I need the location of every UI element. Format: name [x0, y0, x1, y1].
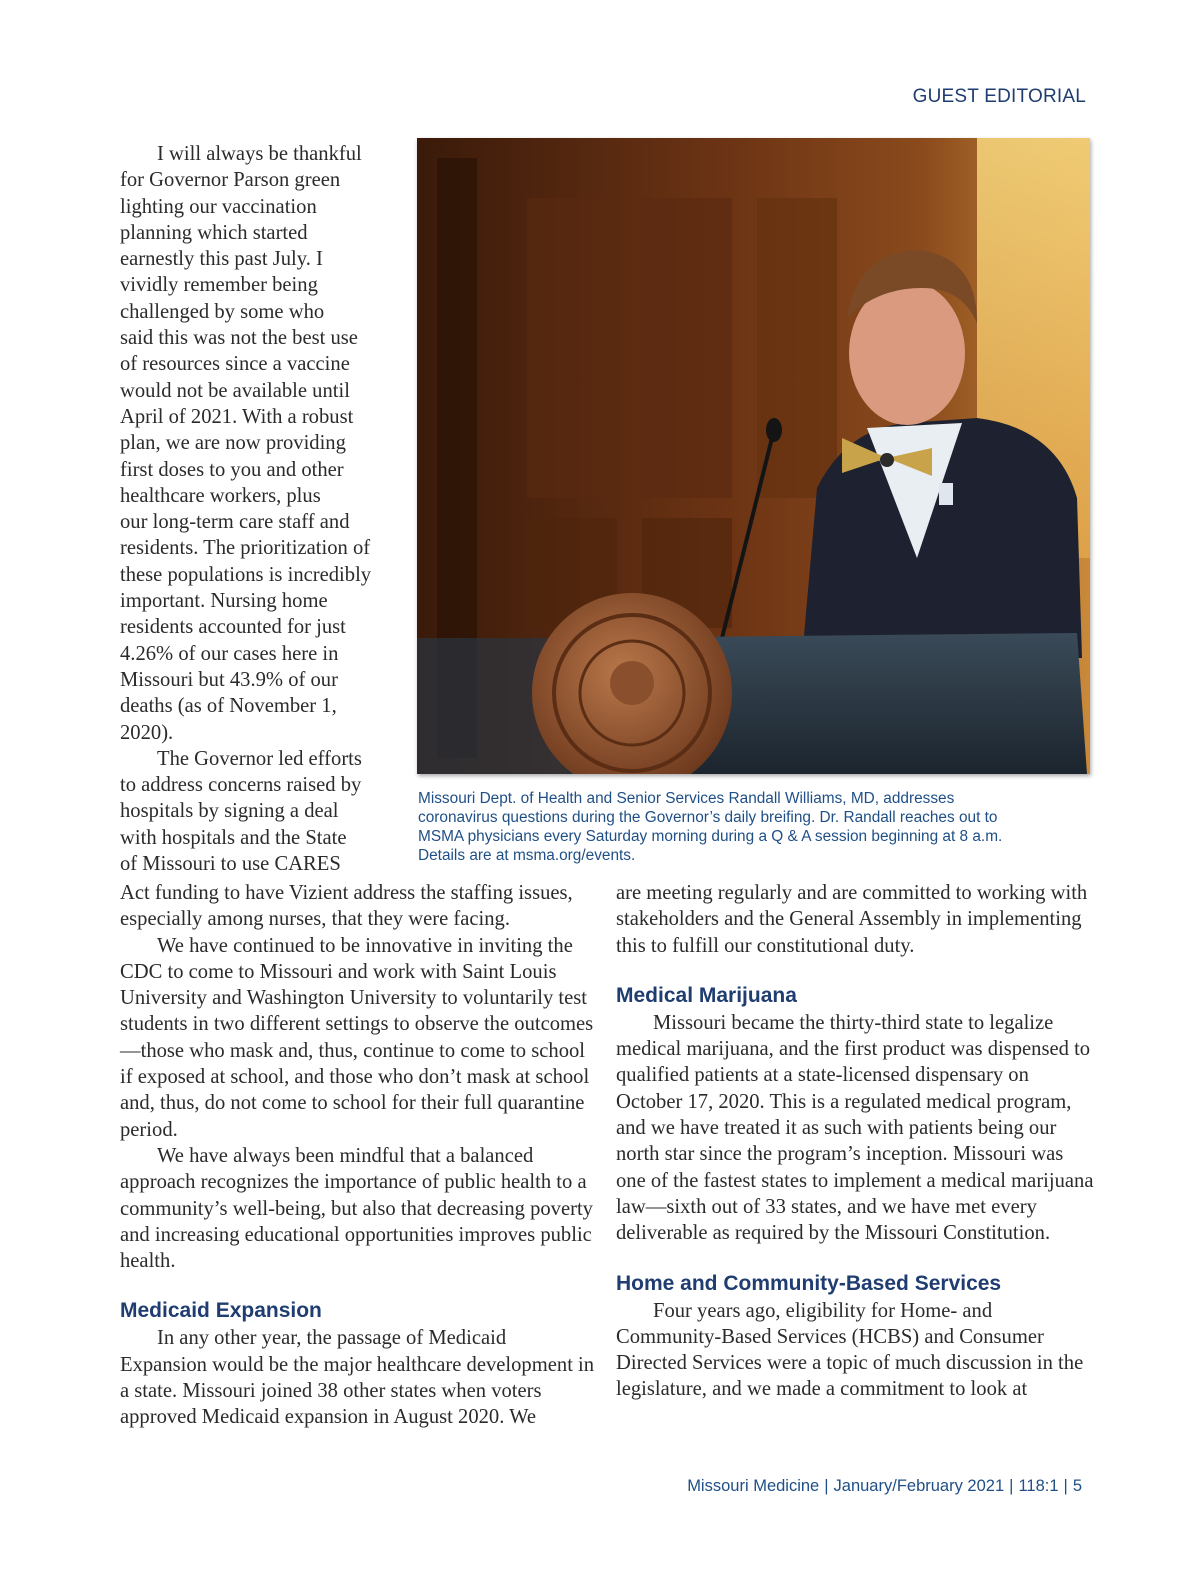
paragraph-vaccination: I will always be thankful for Governor Parson green lighting our vaccination planning which started earnestly this past July. I vividly remember being challenged by some who said this was not the best use of resources since a vaccine would not be available until April of 2021. With a robust plan, we are now providing first doses to you and other healthcare workers, plus our long-term care staff and residents. The prioritization of these populations is incredibly important. Nursing home residents accounted for just 4.26% of our cases here in Missouri but 43.9% of our deaths (as of November 1, 2020). — [120, 143, 372, 744]
heading-medicaid-expansion: Medicaid Expansion — [120, 1299, 322, 1323]
footer-volume: 118:1 — [1018, 1477, 1059, 1495]
paragraph-governor-efforts: The Governor led efforts to address concerns raised by hospitals by signing a deal with hospitals and the State of Missouri to use CARES — [120, 747, 362, 876]
heading-medical-marijuana: Medical Marijuana — [616, 983, 797, 1007]
footer-separator: | — [1009, 1477, 1014, 1495]
paragraph-medicaid: In any other year, the passage of Medicaid Expansion would be the major healthcare development in a state. Missouri joined 38 other states when voters approved Medicaid expansion in August 2020. We — [120, 1327, 595, 1429]
heading-hcbs: Home and Community-Based Services — [616, 1271, 1002, 1295]
paragraph-marijuana: Missouri became the thirty-third state to legalize medical marijuana, and the first product was dispensed to qualified patients at a state-licensed dispensary on October 17, 2020. This is a regulated medical program, and we have treated it as such with patients being our north star since the program’s inception. Missouri was one of the fastest states to implement a medical marijuana law—sixth out of 33 states, and we have met every deliverable as required by the Missouri Constitution. — [616, 1011, 1094, 1245]
paragraph-public-health: We have always been mindful that a balanced approach recognizes the importance of public health to a community’s well-being, but also that decreasing poverty and increasing educational opportunities improves public health. — [120, 1144, 593, 1273]
footer-journal: Missouri Medicine — [687, 1477, 820, 1495]
right-column — [616, 880, 1094, 1403]
photo-randall-williams — [417, 138, 1090, 774]
paragraph-hcbs: Four years ago, eligibility for Home- and Community-Based Services (HCBS) and Consumer Directed Services were a topic of much discussion in the legislature, and we made a commitment to look at — [616, 1299, 1084, 1401]
left-column-top — [120, 141, 392, 877]
page-number: 5 — [1072, 1477, 1082, 1495]
paragraph-cdc: We have continued to be innovative in inviting the CDC to come to Missouri and work with Saint Louis University and Washington University to voluntarily test students in two different settings to observe the outcomes—those who mask and, thus, continue to come to school if exposed at school, and those who don’t mask at school and, thus, do not come to school for their full quarantine period. — [120, 934, 594, 1141]
footer-separator: | — [1063, 1477, 1068, 1495]
paragraph-medicaid-cont: are meeting regularly and are committed to working with stakeholders and the General Assembly in implementing this to fulfill our constitutional duty. — [616, 882, 1088, 957]
page-footer — [687, 1477, 1082, 1496]
footer-issue-date: January/February 2021 — [833, 1477, 1005, 1495]
photo-caption: Missouri Dept. of Health and Senior Services Randall Williams, MD, addresses coronavirus questions during the Governor’s daily breifing. Dr. Randall reaches out to MSMA physicians every Saturday morning during a Q & A session beginning at 8 a.m. Details are at msma.org/events. — [418, 790, 1003, 864]
section-label: GUEST EDITORIAL — [912, 86, 1086, 107]
footer-separator: | — [824, 1477, 829, 1495]
left-column-bottom — [120, 880, 598, 1431]
paragraph-governor-efforts-cont: Act funding to have Vizient address the staffing issues, especially among nurses, that they were facing. — [120, 882, 573, 931]
